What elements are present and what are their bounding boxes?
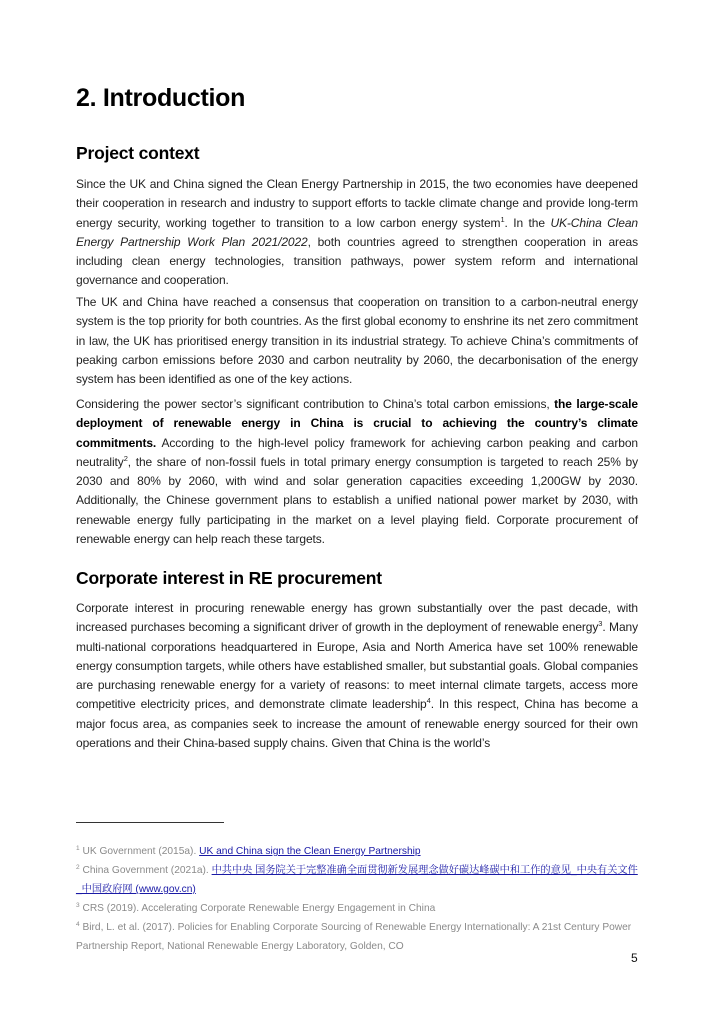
footnote-ref-2[interactable]: 2 xyxy=(123,453,128,463)
paragraph-project-context-2: The UK and China have reached a consensus that cooperation on transition to a carbon-neutral energy system is the top priority for both countries. As the first global economy to enshrine its net zero commitment in law, the UK has prioritised energy transition in its industrial strategy. To achieve China’s commitments of peaking carbon emissions before 2030 and carbon neutrality by 2060, the decarbonisation of the energy system has been identified as one of the key actions. xyxy=(76,295,638,387)
footnote-3 xyxy=(76,899,638,918)
section-heading-project-context: Project context xyxy=(76,143,200,163)
work-plan-title: UK-China Clean Energy Partnership Work Plan 2021/2022 xyxy=(76,215,639,249)
footnote-text: Bird, L. et al. (2017). Policies for Enabling Corporate Sourcing of Renewable Energy Internationally: A 21st Century Power Partnership Report, National Renewable Energy Laboratory, Golden, CO xyxy=(76,922,632,952)
paragraph-project-context-1 xyxy=(76,175,638,291)
footnote-number: 1 xyxy=(76,845,80,852)
paragraph-text: Considering the power sector’s significant contribution to China’s total carbon emissions, xyxy=(76,397,555,411)
footnote-2 xyxy=(76,861,638,899)
paragraph-text: . Many multi-national corporations headquartered in Europe, Asia and North America have set 100% renewable energy consumption targets, while others have established smaller, but substantial goals. Global companies are purchasing renewable energy for a variety of reasons: to meet internal climate targets, access more competitive electricity prices, and demonstrate climate leadership xyxy=(76,620,638,712)
paragraph-text: . In this respect, China has become a major focus area, as companies seek to increase the amount of renewable energy sourced for their own operations and their China-based supply chains. Given that China is the world’s xyxy=(76,697,639,751)
footnote-text: UK Government (2015a). xyxy=(82,846,200,857)
footnote-number: 2 xyxy=(76,864,80,871)
footnote-text: CRS (2019). Accelerating Corporate Renewable Energy Engagement in China xyxy=(82,903,436,914)
page-number: 5 xyxy=(631,951,638,965)
footnotes xyxy=(76,842,638,956)
paragraph-text: Since the UK and China signed the Clean Energy Partnership in 2015, the two economies have deepened their cooperation in research and industry to support efforts to tackle climate change and provide long-term energy security, working together to transition to a low carbon energy system xyxy=(76,177,638,230)
footnote-ref-3[interactable]: 3 xyxy=(598,619,603,629)
footnote-ref-4[interactable]: 4 xyxy=(426,696,431,706)
paragraph-text: According to the high-level policy framework for achieving carbon peaking and carbon neutrality xyxy=(76,435,638,469)
footnote-ref-1[interactable]: 1 xyxy=(500,214,505,224)
footnote-divider xyxy=(76,822,224,823)
chapter-heading: 2. Introduction xyxy=(76,84,246,112)
footnote-text: China Government (2021a). xyxy=(82,865,212,876)
footnote-4 xyxy=(76,918,638,956)
paragraph-project-context-3 xyxy=(76,395,638,549)
footnote-1 xyxy=(76,842,638,861)
footnote-link[interactable]: 中共中央 国务院关于完整准确全面贯彻新发展理念做好碳达峰碳中和工作的意见_中央有关文件_中国政府网 (www.gov.cn) xyxy=(76,865,638,895)
footnote-number: 3 xyxy=(76,902,80,909)
footnote-link[interactable]: UK and China sign the Clean Energy Partnership xyxy=(199,846,421,857)
paragraph-text: , the share of non-fossil fuels in total primary energy consumption is targeted to reach 25% by 2030 and 80% by 2060, with wind and solar generation capacities exceeding 1,200GW by 2030. Additionally, the Chinese government plans to establish a unified national power market by 2030, with renewable energy fully participating in the market on a level playing field. Corporate procurement of renewable energy can help reach these targets. xyxy=(76,454,638,547)
key-statement: the large-scale deployment of renewable energy in China is crucial to achieving the country’s climate commitments. xyxy=(76,397,638,450)
paragraph-text: Corporate interest in procuring renewable energy has grown substantially over the past decade, with increased purchases becoming a significant driver of growth in the deployment of renewable energy xyxy=(76,601,638,635)
paragraph-text: . In the xyxy=(504,215,551,230)
paragraph-text: , both countries agreed to strengthen cooperation in areas including clean energy technologies, transition pathways, power system reform and international governance and cooperation. xyxy=(76,234,638,288)
paragraph-corporate-interest-1 xyxy=(76,599,638,753)
section-heading-corporate-interest: Corporate interest in RE procurement xyxy=(76,568,382,588)
footnote-number: 4 xyxy=(76,921,80,928)
